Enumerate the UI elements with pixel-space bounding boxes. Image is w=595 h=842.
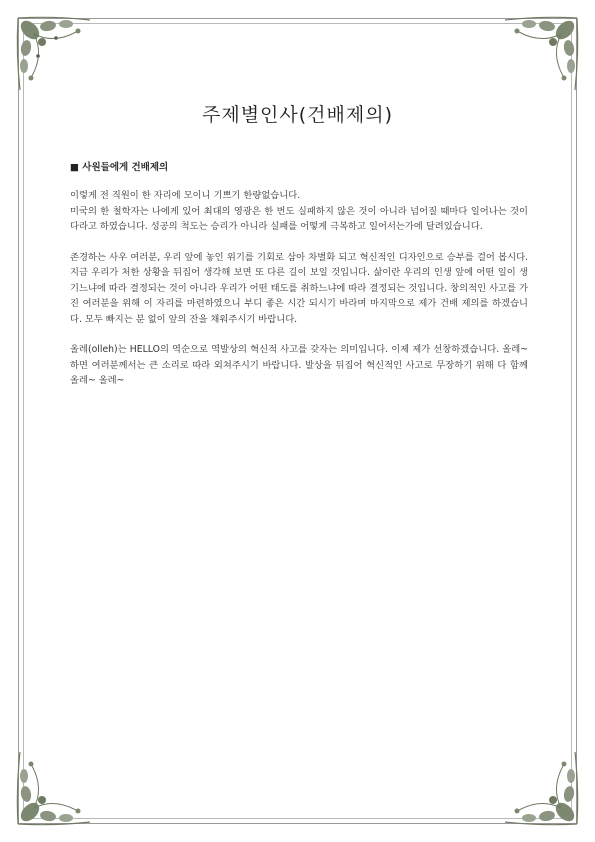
page-border-inner <box>23 23 572 819</box>
floral-corner-ornament-icon <box>14 748 94 828</box>
paragraph-greeting: 이렇게 전 직원이 한 자리에 모이니 기쁘기 한량없습니다. <box>70 190 301 201</box>
paragraph-olleh: 올레(olleh)는 HELLO의 역순으로 역발상의 혁신적 사고를 갖자는 의미입니다. 이제 제가 선창하겠습니다. 올레~하면 여러분께서는 큰 소리로 따라 외쳐주시기 바랍니다. 발상을 뒤집어 혁신적인 사고로 무장하기 위해 다 함께 올레~ 올레~ <box>70 344 528 386</box>
section-heading: ■ 사원들에게 건배제의 <box>70 162 169 173</box>
floral-corner-ornament-icon <box>501 748 581 828</box>
paragraph-toast-proposal: 존경하는 사우 여러분, 우리 앞에 놓인 위기를 기회로 삼아 차별화 되고 혁신적인 디자인으로 승부를 걸어 봅시다. 지금 우리가 처한 상황을 뒤집어 생각해 보면 또 다른 길이 보일 것입니다. 삶이란 우리의 인생 앞에 어떤 일이 생기느냐에 따라 결정되는 것이 아니라 우리가 어떤 태도를 취하느냐에 따라 결정되는 것입니다. 창의적인 사고를 가진 여러분을 위해 이 자리를 마련하였으니 부디 좋은 시간 되시기 바라며 마지막으로 제가 건배 제의를 하겠습니다. 모두 빠지는 분 없이 앞의 잔을 채워주시기 바랍니다. <box>70 251 528 325</box>
document-title: 주제별인사(건배제의) <box>201 104 393 126</box>
paragraph-philosopher: 미국의 한 철학자는 나에게 있어 최대의 영광은 한 번도 실패하지 않은 것이 아니라 넘어질 때마다 일어나는 것이다라고 하였습니다. 성공의 척도는 승리가 아니라 실패를 어떻게 극복하고 일어서는가에 달려있습니다. <box>70 205 528 232</box>
floral-corner-ornament-icon <box>501 14 581 94</box>
floral-corner-ornament-icon <box>14 14 94 94</box>
document-body <box>70 188 528 404</box>
